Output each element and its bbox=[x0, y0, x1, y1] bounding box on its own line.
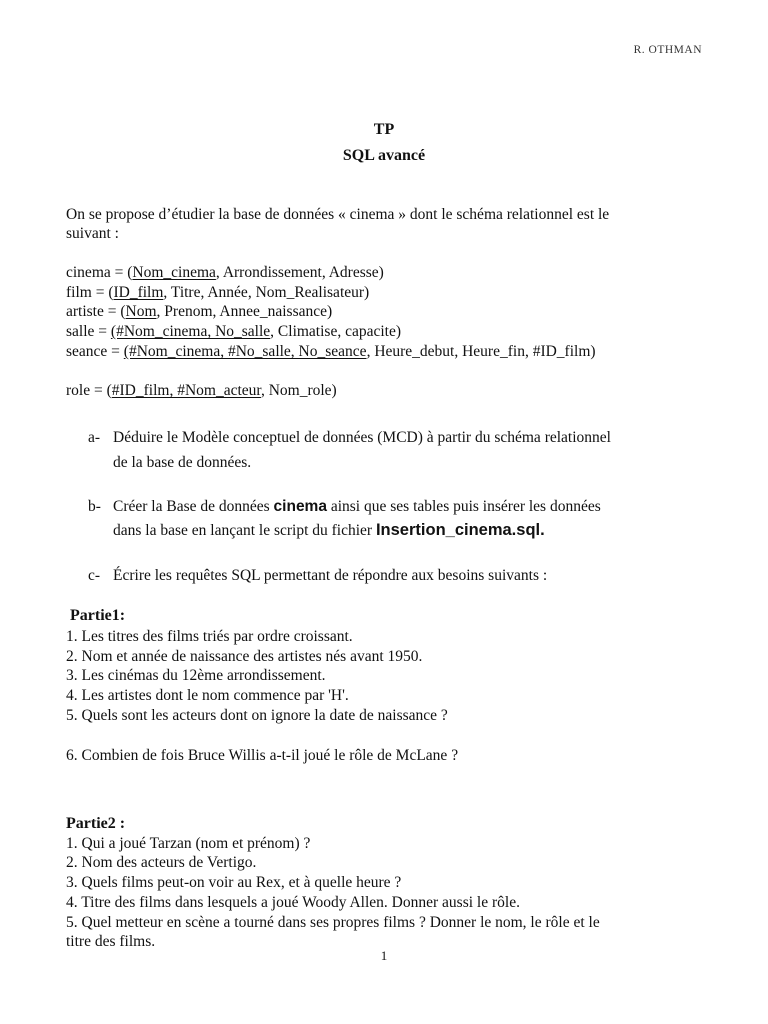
partie2-item: 5. Quel metteur en scène a tourné dans ses propres films ? Donner le nom, le rôle et le bbox=[66, 914, 600, 931]
schema-rest: , Arrondissement, Adresse) bbox=[215, 264, 384, 281]
intro-text-a: On se propose d’étudier la base de données « bbox=[66, 206, 346, 223]
partie2-item: 4. Titre des films dans lesquels a joué Woody Allen. Donner aussi le rôle. bbox=[66, 894, 520, 911]
schema-rest: , Heure_debut, Heure_fin, #ID_film) bbox=[366, 343, 596, 360]
partie2-title: Partie2 : bbox=[66, 815, 126, 832]
header-author: R. OTHMAN bbox=[633, 44, 702, 56]
task-b-text: Créer la Base de données bbox=[113, 498, 274, 515]
schema-key: #ID_film, #Nom_acteur bbox=[111, 382, 261, 399]
schema-key: (#Nom_cinema, No_salle bbox=[110, 323, 271, 340]
schema-key: Nom_cinema bbox=[132, 264, 216, 281]
schema-role bbox=[66, 381, 337, 400]
page-number: 1 bbox=[380, 948, 388, 963]
partie2-item: titre des films. bbox=[66, 933, 156, 950]
partie1-item: 4. Les artistes dont le nom commence par 'H'. bbox=[66, 687, 349, 704]
schema-rest: , Prenom, Annee_naissance) bbox=[156, 303, 333, 320]
intro-text-b: cinema » dont le schéma relationnel est le bbox=[345, 206, 610, 223]
schema-salle bbox=[66, 322, 401, 341]
task-a-line-2: de la base de données. bbox=[113, 454, 252, 471]
schema-prefix: seance = bbox=[66, 343, 124, 360]
partie1-item: 3. Les cinémas du 12ème arrondissement. bbox=[66, 667, 326, 684]
doc-subtitle: SQL avancé bbox=[342, 147, 426, 164]
schema-prefix: film = ( bbox=[66, 284, 114, 301]
partie1-item: 5. Quels sont les acteurs dont on ignore la date de naissance ? bbox=[66, 707, 448, 724]
task-a-line-1: Déduire le Modèle conceptuel de données (MCD) à partir du schéma relationnel bbox=[113, 429, 611, 446]
schema-key: Nom bbox=[125, 303, 157, 320]
intro-line-2: suivant : bbox=[66, 225, 119, 242]
schema-key: ID_film bbox=[113, 284, 164, 301]
schema-seance bbox=[66, 342, 596, 361]
schema-rest: , Climatise, capacite) bbox=[270, 323, 402, 340]
partie2-item: 1. Qui a joué Tarzan (nom et prénom) ? bbox=[66, 835, 311, 852]
task-b-script-name: Insertion_cinema.sql. bbox=[375, 521, 545, 539]
schema-prefix: artiste = ( bbox=[66, 303, 126, 320]
schema-prefix: salle = bbox=[66, 323, 111, 340]
schema-film bbox=[66, 283, 369, 302]
task-b-db-name: cinema bbox=[273, 498, 327, 515]
task-b-text: ainsi que ses tables puis insérer les données bbox=[326, 498, 601, 515]
schema-prefix: cinema = ( bbox=[66, 264, 133, 281]
partie1-item: 1. Les titres des films triés par ordre croissant. bbox=[66, 628, 353, 645]
schema-rest: , Nom_role) bbox=[260, 382, 337, 399]
partie1-title: Partie1: bbox=[70, 607, 126, 624]
schema-cinema bbox=[66, 263, 384, 282]
task-b-letter: b- bbox=[88, 498, 101, 515]
doc-title: TP bbox=[373, 121, 395, 138]
schema-prefix: role = ( bbox=[66, 382, 112, 399]
schema-rest: , Titre, Année, Nom_Realisateur) bbox=[163, 284, 370, 301]
task-c-line-1: Écrire les requêtes SQL permettant de répondre aux besoins suivants : bbox=[113, 567, 548, 584]
partie2-item: 2. Nom des acteurs de Vertigo. bbox=[66, 854, 257, 871]
task-b-line-1 bbox=[113, 497, 601, 516]
schema-key: (#Nom_cinema, #No_salle, No_seance bbox=[123, 343, 367, 360]
partie1-item: 6. Combien de fois Bruce Willis a-t-il joué le rôle de McLane ? bbox=[66, 747, 459, 764]
task-c-letter: c- bbox=[88, 567, 101, 584]
partie1-item: 2. Nom et année de naissance des artistes nés avant 1950. bbox=[66, 648, 423, 665]
intro-line-1 bbox=[66, 205, 609, 224]
task-b-text: dans la base en lançant le script du fichier bbox=[113, 522, 376, 539]
schema-artiste bbox=[66, 302, 332, 321]
task-a-letter: a- bbox=[88, 429, 101, 446]
task-b-line-2 bbox=[113, 521, 545, 540]
partie2-item: 3. Quels films peut-on voir au Rex, et à quelle heure ? bbox=[66, 874, 402, 891]
